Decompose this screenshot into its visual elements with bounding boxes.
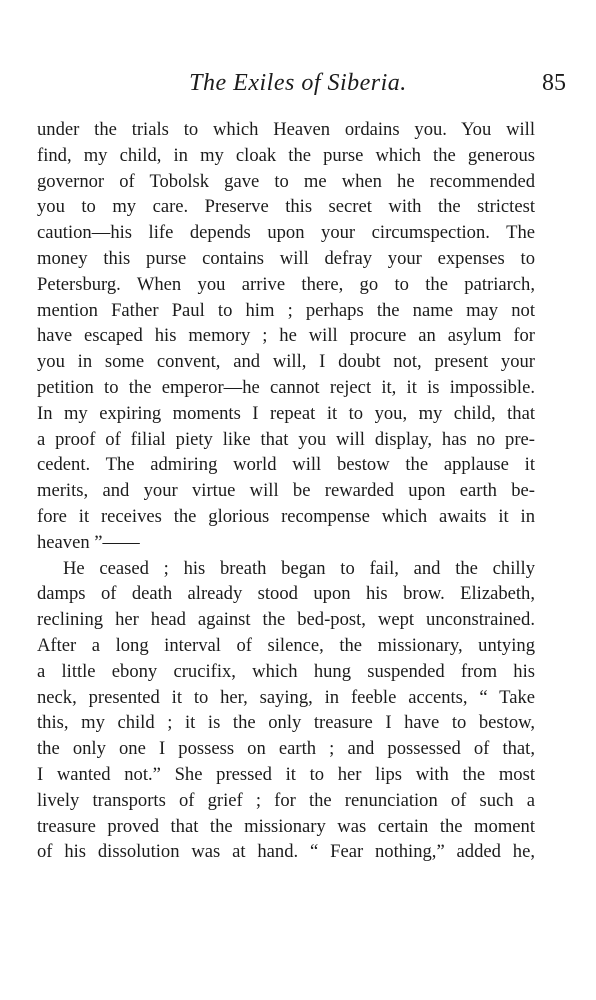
text-line: you in some convent, and will, I doubt not, present your bbox=[37, 351, 535, 373]
text-line: find, my child, in my cloak the purse which the generous bbox=[37, 144, 535, 166]
text-line: In my expiring moments I repeat it to you, my child, that bbox=[37, 402, 535, 424]
text-line: petition to the emperor—he cannot reject it, it is impossible. bbox=[37, 376, 535, 398]
text-line: treasure proved that the missionary was certain the moment bbox=[37, 815, 535, 837]
text-line: a proof of filial piety like that you will display, has no pre- bbox=[37, 428, 535, 450]
text-line: you to my care. Preserve this secret with the strictest bbox=[37, 196, 535, 218]
text-line: cedent. The admiring world will bestow the applause it bbox=[37, 454, 535, 476]
text-line: He ceased ; his breath began to fail, and the chilly bbox=[63, 557, 535, 579]
page-number: 85 bbox=[542, 70, 566, 96]
text-line: a little ebony crucifix, which hung suspended from his bbox=[37, 660, 535, 682]
text-line: Petersburg. When you arrive there, go to the patriarch, bbox=[37, 273, 535, 295]
text-line: caution—his life depends upon your circumspection. The bbox=[37, 222, 535, 244]
paragraph-1 bbox=[37, 117, 535, 556]
text-line: the only one I possess on earth ; and possessed of that, bbox=[37, 738, 535, 760]
text-line: have escaped his memory ; he will procure an asylum for bbox=[37, 325, 535, 347]
running-head bbox=[30, 70, 566, 106]
text-line: neck, presented it to her, saying, in feeble accents, “ Take bbox=[37, 686, 535, 708]
text-line: under the trials to which Heaven ordains you. You will bbox=[37, 119, 535, 140]
text-line: this, my child ; it is the only treasure I have to bestow, bbox=[37, 712, 535, 734]
text-line: mention Father Paul to him ; perhaps the name may not bbox=[37, 299, 535, 321]
running-title: The Exiles of Siberia. bbox=[189, 70, 407, 96]
text-line: fore it receives the glorious recompense which awaits it in bbox=[37, 505, 535, 527]
text-line: heaven ”—— bbox=[37, 531, 140, 553]
text-line: After a long interval of silence, the missionary, untying bbox=[37, 634, 535, 656]
text-line: of his dissolution was at hand. “ Fear nothing,” added he, bbox=[37, 841, 535, 863]
text-line: lively transports of grief ; for the renunciation of such a bbox=[37, 789, 535, 811]
text-line: damps of death already stood upon his brow. Elizabeth, bbox=[37, 583, 535, 605]
text-line: governor of Tobolsk gave to me when he recommended bbox=[37, 170, 535, 192]
text-line: I wanted not.” She pressed it to her lips with the most bbox=[37, 763, 535, 785]
text-line: money this purse contains will defray your expenses to bbox=[37, 247, 535, 269]
text-line: merits, and your virtue will be rewarded upon earth be- bbox=[37, 480, 535, 502]
text-line: reclining her head against the bed-post, wept unconstrained. bbox=[37, 609, 535, 631]
paragraph-2 bbox=[37, 556, 535, 866]
body-text bbox=[37, 117, 535, 865]
